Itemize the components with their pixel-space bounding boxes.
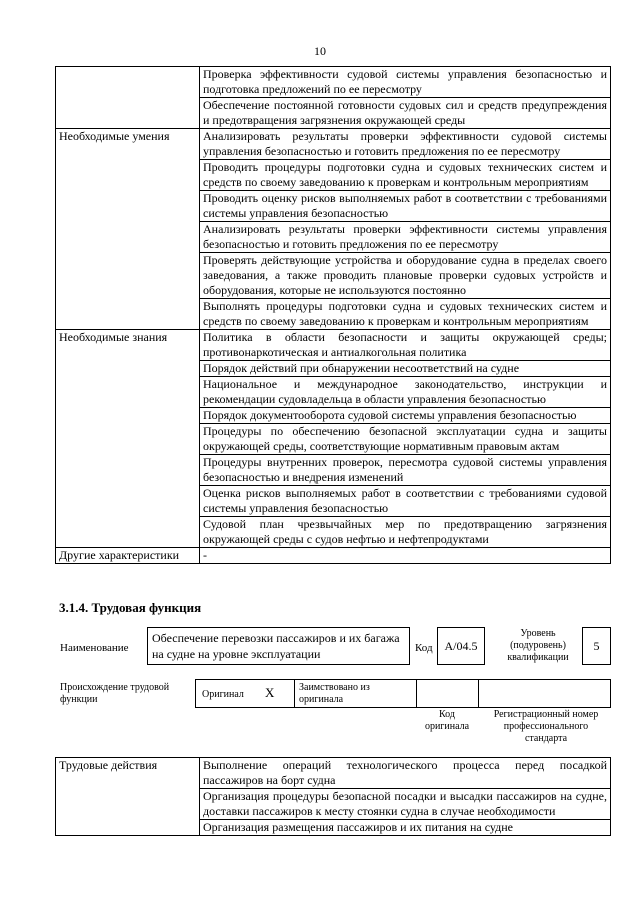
origin-label: Происхождение трудовой функции — [60, 682, 170, 705]
table-cell: Процедуры по обеспечению безопасной эксплуатации судна и защиты окружающей среды, соответствующие нормативным правовым актам — [200, 424, 611, 455]
table-cell: Судовой план чрезвычайных мер по предотвращению загрязнения окружающей среды с судов нефтью и нефтепродуктами — [200, 517, 611, 548]
reg-number-label: Регистрационный номер профессионального стандарта — [493, 709, 599, 744]
table-cell: Выполнение операций технологического процесса перед посадкой пассажиров на борт судна — [200, 758, 611, 789]
actions-label: Трудовые действия — [56, 758, 200, 836]
table-cell: Политика в области безопасности и защиты окружающей среды; противонаркотическая и антиалкогольная политика — [200, 330, 611, 361]
table-row — [56, 67, 611, 98]
table-cell: Организация процедуры безопасной посадки и высадки пассажиров на судне, доставки пассажиров к месту стоянки судна в случае необходимости — [200, 789, 611, 820]
table-cell: Выполнять процедуры подготовки судна и судовых технических систем и средств по своему заведованию к проверкам и контрольным мероприятиям — [200, 299, 611, 330]
original-label: Оригинал — [202, 689, 244, 700]
name-label: Наименование — [60, 642, 129, 654]
other-value: - — [200, 548, 611, 564]
table-cell: Порядок действий при обнаружении несоответствий на судне — [200, 361, 611, 377]
table-cell: Оценка рисков выполняемых работ в соответствии с требованиями судовой системы управления безопасностью — [200, 486, 611, 517]
table-cell: Проверять действующие устройства и оборудование судна в пределах своего заведования, а также проводить плановые проверки судовых устройств и оборудования, которые не используются постоянно — [200, 253, 611, 299]
code-box — [437, 627, 485, 665]
table-cell: Анализировать результаты проверки эффективности судовой системы управления безопасностью и готовить предложения по ее пересмотру — [200, 129, 611, 160]
requirements-table — [55, 66, 611, 564]
table-row — [56, 548, 611, 564]
orig-code-label: Код оригинала — [424, 709, 470, 732]
function-name-box — [147, 627, 410, 665]
code-label: Код — [415, 642, 433, 654]
table-row — [56, 129, 611, 160]
table-cell: Анализировать результаты проверки эффективности системы управления безопасностью и готовить предложения по ее пересмотру — [200, 222, 611, 253]
table-cell: Порядок документооборота судовой системы управления безопасностью — [200, 408, 611, 424]
level-label: Уровень (подуровень) квалификации — [507, 628, 569, 663]
section-title: 3.1.4. Трудовая функция — [59, 600, 202, 615]
origin-divider-1 — [294, 679, 295, 708]
table-cell: Национальное и международное законодательство, инструкции и рекомендации судовладельца в области управления безопасностью — [200, 377, 611, 408]
actions-table — [55, 757, 611, 836]
other-label: Другие характеристики — [56, 548, 200, 564]
table-row — [56, 758, 611, 789]
function-name: Обеспечение перевозки пассажиров и их багажа на судне на уровне эксплуатации — [152, 631, 400, 661]
table-cell: Проводить процедуры подготовки судна и судовых технических систем и средств по своему заведованию к проверкам и контрольным мероприятиям — [200, 160, 611, 191]
table-cell: Организация размещения пассажиров и их питания на судне — [200, 820, 611, 836]
table-cell: Проверка эффективности судовой системы управления безопасностью и подготовка предложений по ее пересмотру — [200, 67, 611, 98]
code-value: A/04.5 — [444, 639, 478, 653]
empty-label-cell — [56, 67, 200, 129]
page-number: 10 — [314, 44, 326, 58]
skills-label: Необходимые умения — [56, 129, 200, 330]
level-box — [582, 627, 611, 665]
origin-divider-2 — [416, 679, 417, 708]
level-value: 5 — [593, 639, 600, 653]
origin-divider-3 — [478, 679, 479, 708]
table-cell: Обеспечение постоянной готовности судовых сил и средств предупреждения и предотвращения загрязнения окружающей среды — [200, 98, 611, 129]
borrowed-label: Заимствовано из оригинала — [299, 682, 370, 705]
table-row — [56, 330, 611, 361]
original-mark: X — [265, 685, 275, 700]
table-cell: Процедуры внутренних проверок, пересмотра судовой системы управления безопасностью и внедрения изменений — [200, 455, 611, 486]
table-cell: Проводить оценку рисков выполняемых работ в соответствии с требованиями системы управления безопасностью — [200, 191, 611, 222]
knowledge-label: Необходимые знания — [56, 330, 200, 548]
